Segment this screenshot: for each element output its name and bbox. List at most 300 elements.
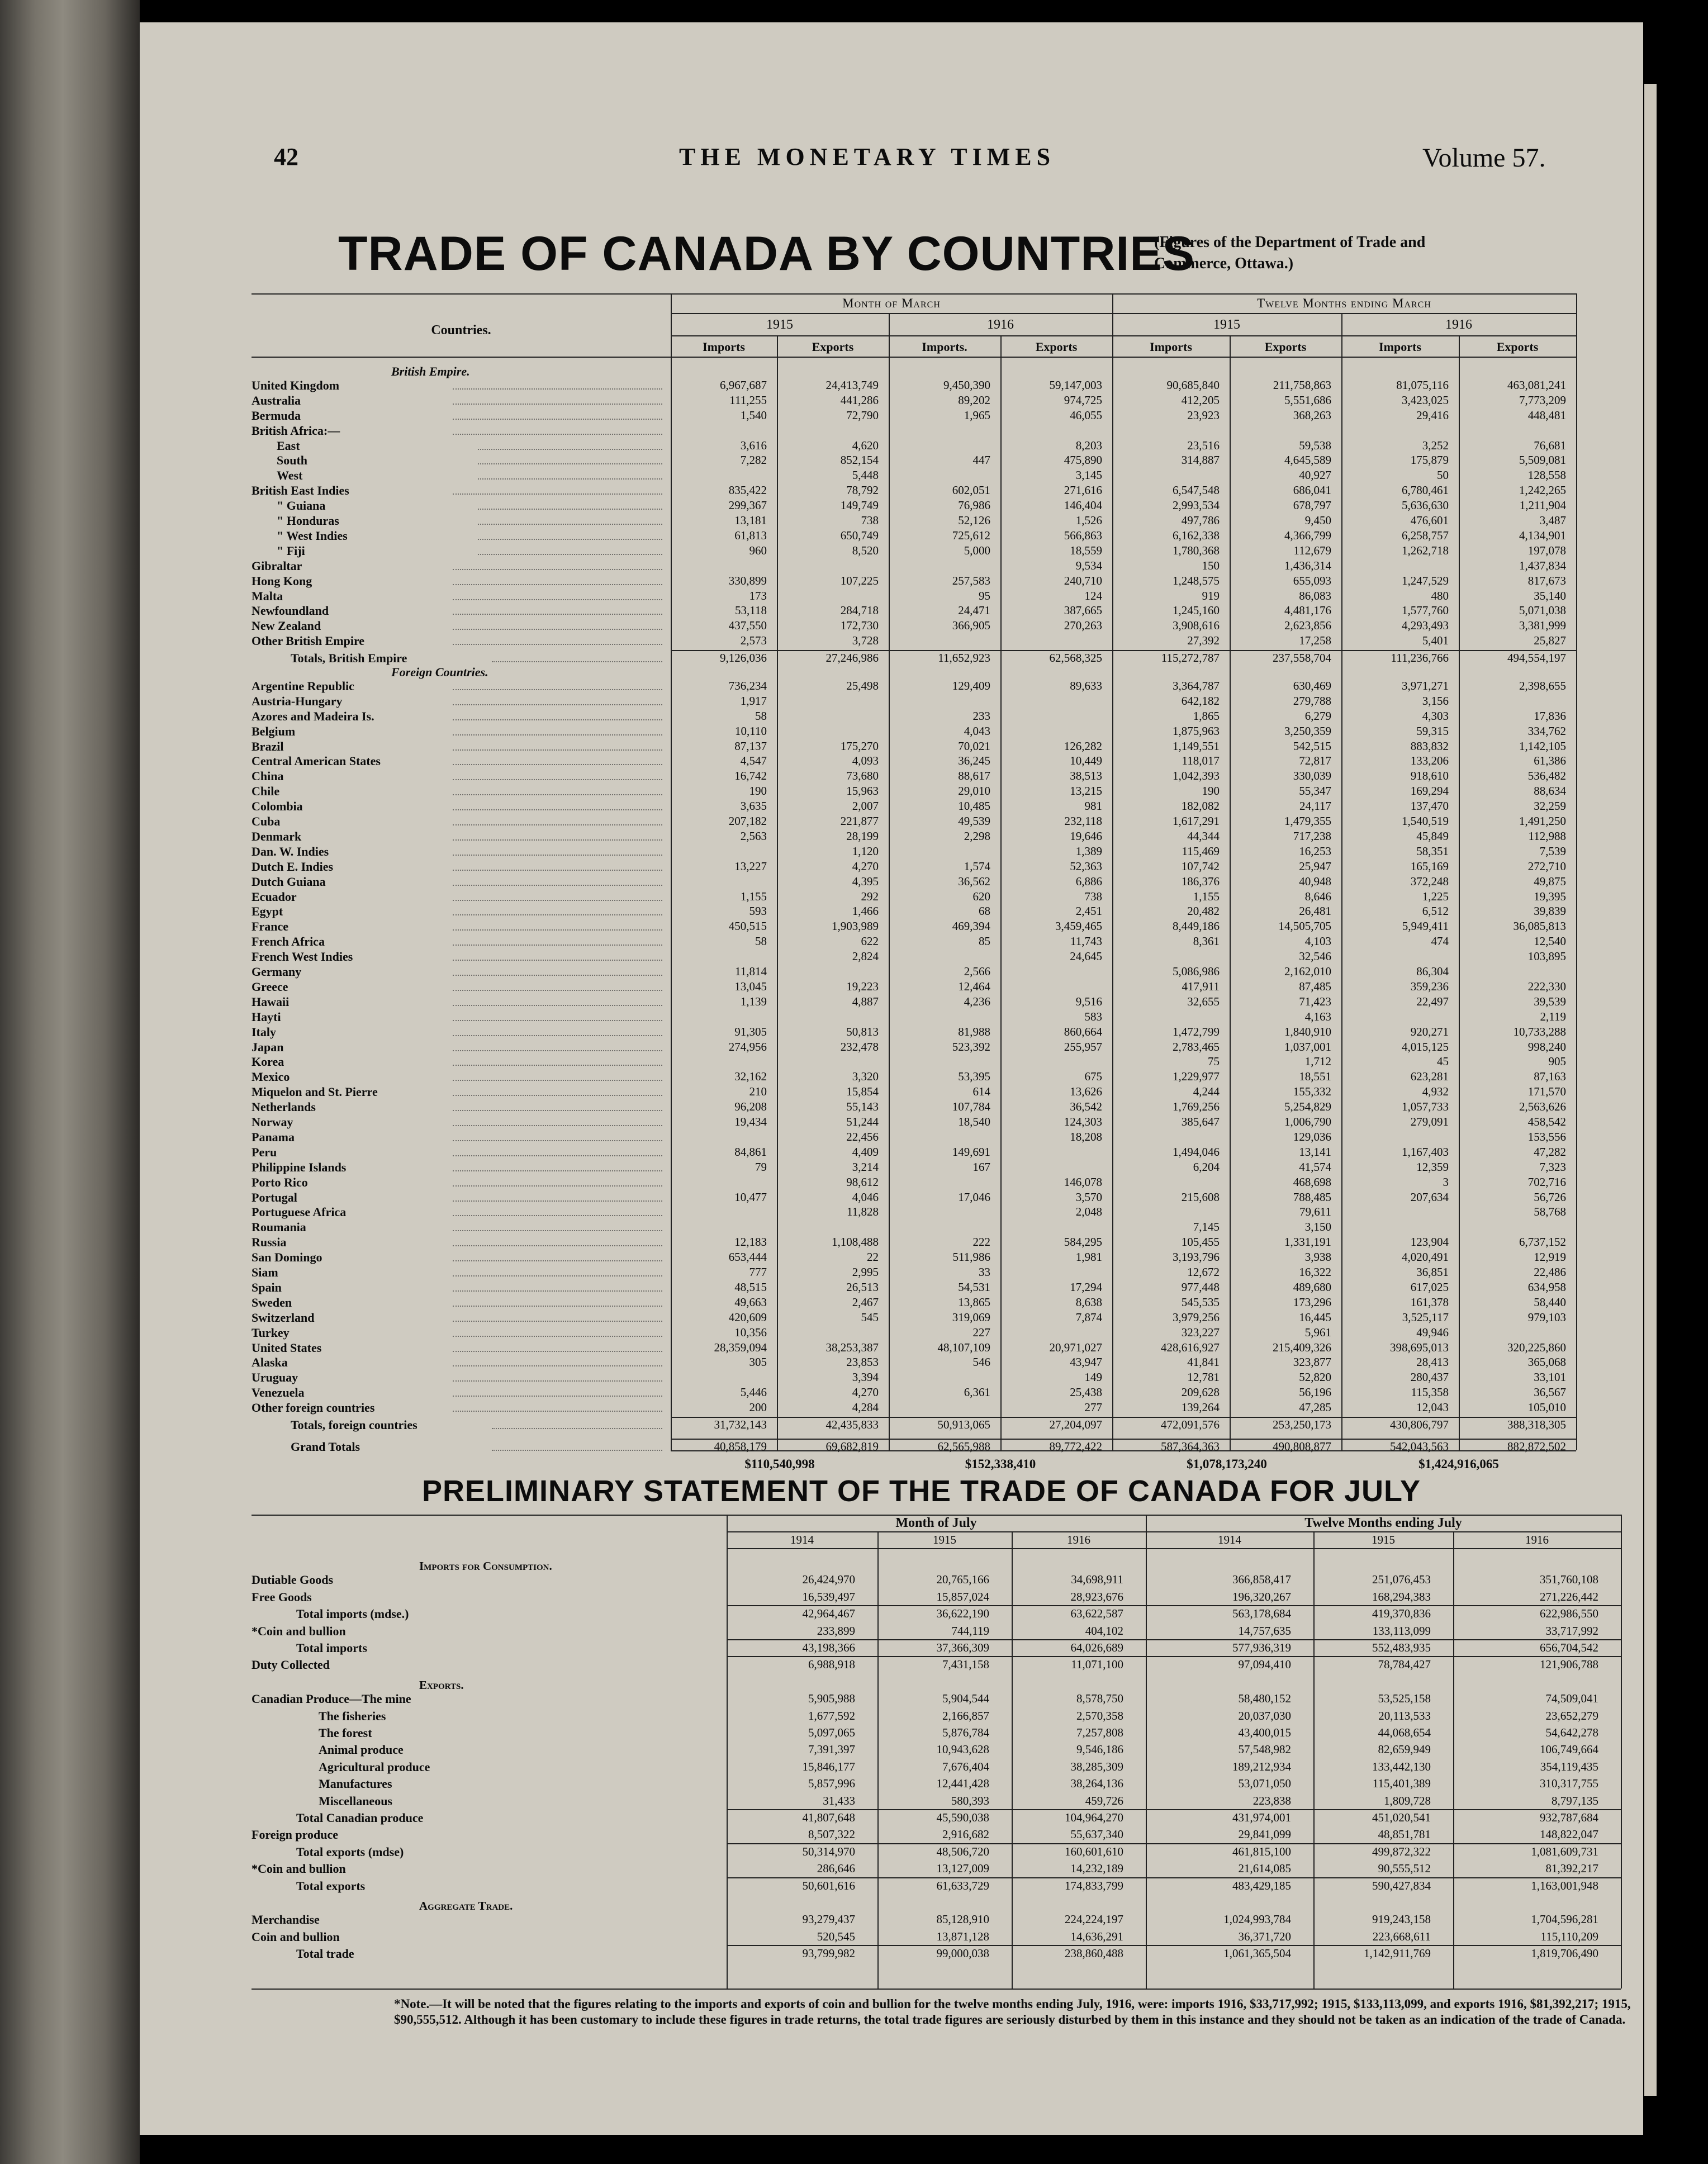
table2-total-rule xyxy=(727,1877,1621,1878)
table1-cell: 420,609 xyxy=(728,1310,767,1324)
table1-cell: 50,913,065 xyxy=(937,1418,990,1431)
table1-cell: 4,046 xyxy=(852,1190,879,1204)
table1-cell: 334,762 xyxy=(1527,724,1566,738)
table1-cell: 149,691 xyxy=(952,1145,990,1159)
table2-cell: 310,317,755 xyxy=(1540,1777,1598,1791)
table1-cell: 1,155 xyxy=(740,889,767,903)
table1-cell: 272,710 xyxy=(1527,859,1566,873)
table1-cell: 240,710 xyxy=(1064,573,1102,587)
table2-cell: 224,224,197 xyxy=(1065,1913,1123,1926)
table1-cell: 55,143 xyxy=(846,1100,879,1114)
table2-section-heading: Aggregate Trade. xyxy=(419,1899,513,1913)
table1-cell: 22,456 xyxy=(846,1130,879,1143)
table1-cell: 61,386 xyxy=(1534,754,1566,768)
table2-row-label: Total Canadian produce xyxy=(296,1811,424,1825)
table1-cell: 4,409 xyxy=(852,1145,879,1159)
table1-cell: 7,145 xyxy=(1193,1220,1220,1234)
table1-cell: 19,223 xyxy=(846,979,879,993)
table1-cell: 448,481 xyxy=(1527,408,1566,422)
table1-cell: 50 xyxy=(1437,468,1449,482)
table2-cell: 577,936,319 xyxy=(1232,1641,1291,1654)
table1-cell: 3,381,999 xyxy=(1519,619,1566,633)
table1-cell: 4,270 xyxy=(852,859,879,873)
table2-cell: 33,717,992 xyxy=(1545,1624,1598,1638)
table2-cell: 5,857,996 xyxy=(808,1777,855,1791)
table1-cell: 62,565,988 xyxy=(937,1439,990,1453)
table2-cell: 251,076,453 xyxy=(1372,1573,1431,1587)
table1-cell: 257,583 xyxy=(952,573,990,587)
leader-dots xyxy=(453,493,662,495)
table1-cell: 960 xyxy=(749,543,767,557)
leader-dots xyxy=(453,1321,662,1322)
table1-cell: 1,540,519 xyxy=(1402,814,1449,828)
leader-dots xyxy=(478,524,662,525)
table1-cell: 81,988 xyxy=(958,1024,990,1038)
table1-cell: 90,685,840 xyxy=(1166,378,1220,392)
table1-cell: 43,947 xyxy=(1070,1355,1102,1369)
table1-cell: 149 xyxy=(1084,1370,1102,1384)
table1-cell: 153,556 xyxy=(1527,1130,1566,1143)
table2-cell: 1,819,706,490 xyxy=(1531,1947,1598,1961)
table2-cell: 354,119,435 xyxy=(1540,1759,1598,1773)
table1-cell: 56,196 xyxy=(1299,1385,1331,1399)
table2-cell: 1,704,596,281 xyxy=(1531,1913,1598,1926)
table1-cell: 642,182 xyxy=(1181,694,1220,708)
table2-cell: 563,178,684 xyxy=(1232,1607,1291,1621)
table2-cell: 2,570,358 xyxy=(1076,1709,1123,1722)
table1-cell: 593 xyxy=(749,904,767,918)
table1-row-label: Greece xyxy=(252,979,288,994)
leader-dots xyxy=(453,1140,662,1141)
table1-cell: 3,908,616 xyxy=(1173,619,1220,633)
table1-cell: 441,286 xyxy=(840,393,879,407)
table2-cell: 404,102 xyxy=(1085,1624,1123,1638)
table1-row-label: New Zealand xyxy=(252,619,321,633)
table1-cell: 207,634 xyxy=(1410,1190,1449,1204)
table1-row-label: Malta xyxy=(252,589,283,603)
table1-cell: 542,043,563 xyxy=(1390,1439,1449,1453)
table1-cell: 49,663 xyxy=(734,1295,767,1309)
table1-cell: 6,204 xyxy=(1193,1160,1220,1174)
table1-cell: 58 xyxy=(755,709,767,723)
table1-cell: 232,118 xyxy=(1064,814,1102,828)
table1-cell: 27,392 xyxy=(1187,634,1220,648)
table1-row-label: China xyxy=(252,769,284,784)
table1-cell: 91,305 xyxy=(734,1024,767,1038)
table2-cell: 10,943,628 xyxy=(936,1743,989,1757)
table1-cell: 58 xyxy=(755,934,767,948)
table1-cell: 88,617 xyxy=(958,769,990,783)
table1-cell: 133,206 xyxy=(1410,754,1449,768)
table1-cell: 6,886 xyxy=(1075,874,1102,888)
table1-cell: 45,849 xyxy=(1416,829,1449,843)
table1-section-heading: Foreign Countries. xyxy=(391,665,488,679)
table1-cell: 11,828 xyxy=(847,1205,879,1219)
table2-cell: 50,314,970 xyxy=(802,1844,855,1858)
table1-cell: 1,211,904 xyxy=(1519,499,1566,512)
table1-cell: 1,526 xyxy=(1075,514,1102,527)
table2-cell: 8,797,135 xyxy=(1552,1793,1598,1807)
table1-cell: 2,783,465 xyxy=(1173,1040,1220,1053)
table1-cell: 5,551,686 xyxy=(1284,393,1331,407)
table1-cell: 1,248,575 xyxy=(1173,573,1220,587)
table2-row-label: Free Goods xyxy=(252,1589,312,1604)
table1-cell: 4,932 xyxy=(1422,1085,1449,1099)
table1-cell: 44,344 xyxy=(1187,829,1220,843)
table1-cell: 9,126,036 xyxy=(720,651,767,665)
table1-cell: 20,971,027 xyxy=(1049,1340,1102,1354)
leader-dots xyxy=(453,855,662,856)
table1-cell: 4,270 xyxy=(852,1385,879,1399)
table1-cell: 7,539 xyxy=(1539,844,1566,858)
table1-cell: 7,323 xyxy=(1539,1160,1566,1174)
table1-cell: 222 xyxy=(972,1235,990,1249)
table2-total-rule xyxy=(727,1843,1621,1844)
leader-dots xyxy=(453,1020,662,1021)
table1-cell: 4,395 xyxy=(852,874,879,888)
table1-cell: 3,145 xyxy=(1075,468,1102,482)
table1-row-label: Other foreign countries xyxy=(252,1401,375,1415)
table1-cell: 11,743 xyxy=(1070,934,1102,948)
table2-cell: 8,578,750 xyxy=(1076,1692,1123,1706)
table2-row-label: Animal produce xyxy=(319,1743,404,1757)
table1-cell: 2,566 xyxy=(964,965,990,978)
table1-cell: 1,903,989 xyxy=(832,919,879,933)
table2-row-label: Duty Collected xyxy=(252,1658,330,1672)
table1-cell: 469,394 xyxy=(952,919,990,933)
table2-cell: 1,081,609,731 xyxy=(1531,1844,1598,1858)
table2-cell: 744,119 xyxy=(951,1624,989,1638)
table1-cell: 1,540 xyxy=(740,408,767,422)
table1-row-label: Switzerland xyxy=(252,1310,315,1325)
table1-cell: 3,214 xyxy=(852,1160,879,1174)
leader-dots xyxy=(453,1306,662,1307)
leader-dots xyxy=(453,1336,662,1337)
table2-row-label: Coin and bullion xyxy=(252,1929,340,1944)
table2-cell: 14,232,189 xyxy=(1070,1862,1123,1876)
table1-cell: 155,332 xyxy=(1293,1085,1331,1099)
table2-cell: 42,964,467 xyxy=(802,1607,855,1621)
table2-group-label: Twelve Months ending July xyxy=(1304,1516,1462,1530)
table1-cell: 1,245,160 xyxy=(1173,604,1220,618)
table1-cell: 22,486 xyxy=(1534,1265,1566,1279)
magazine-page xyxy=(140,22,1643,2135)
table1-cell: 68 xyxy=(979,904,990,918)
volume-label: Volume 57. xyxy=(1422,143,1546,173)
leader-dots xyxy=(453,1170,662,1171)
table1-cell: 1,037,001 xyxy=(1284,1040,1331,1053)
table1-cell: 725,612 xyxy=(952,528,990,542)
table1-cell: 18,551 xyxy=(1299,1070,1331,1084)
table1-cell: 981 xyxy=(1084,799,1102,813)
table1-cell: 16,322 xyxy=(1299,1265,1331,1279)
table1-cell: 10,449 xyxy=(1070,754,1102,768)
table1-row-label: Porto Rico xyxy=(252,1175,308,1189)
table1-cell: 39,839 xyxy=(1534,904,1566,918)
table1-cell: 36,085,813 xyxy=(1513,919,1566,933)
table2-group-label: Month of July xyxy=(895,1516,977,1530)
table1-cell: 48,107,109 xyxy=(937,1340,990,1354)
table1-row-label: Hong Kong xyxy=(252,573,312,588)
table1-cell: 1,491,250 xyxy=(1519,814,1566,828)
table1-cell: 20,482 xyxy=(1187,904,1220,918)
table1-cell: 458,542 xyxy=(1527,1115,1566,1128)
table1-cell: 417,911 xyxy=(1182,979,1220,993)
table1-cell: 12,043 xyxy=(1416,1401,1449,1415)
table1-row-label: Sweden xyxy=(252,1295,292,1309)
table1-row-label: French Africa xyxy=(252,934,325,949)
table1-cell: 3,938 xyxy=(1304,1250,1331,1264)
leader-dots xyxy=(492,661,662,662)
table1-cell: 4,134,901 xyxy=(1519,528,1566,542)
table2-total-rule xyxy=(727,1809,1621,1810)
table1-cell: 19,646 xyxy=(1070,829,1102,843)
table1-cell: 49,875 xyxy=(1534,874,1566,888)
table2-cell: 115,401,389 xyxy=(1372,1777,1431,1791)
table2-cell: 16,539,497 xyxy=(802,1589,855,1603)
table2-cell: 2,166,857 xyxy=(942,1709,989,1722)
table1-cell: 274,956 xyxy=(728,1040,767,1053)
table1-cell: 1,155 xyxy=(1193,889,1220,903)
table1-row-label: Alaska xyxy=(252,1355,288,1370)
table1-cell: 584,295 xyxy=(1064,1235,1102,1249)
table1-cell: 6,737,152 xyxy=(1519,1235,1566,1249)
table1-cell: 1,494,046 xyxy=(1173,1145,1220,1159)
leader-dots xyxy=(453,1290,662,1292)
table1-cell: 3,971,271 xyxy=(1402,678,1449,692)
grand-combined-total: $1,078,173,240 xyxy=(1187,1457,1267,1471)
table1-cell: 3,487 xyxy=(1539,514,1566,527)
leader-dots xyxy=(453,929,662,931)
table1-cell: 919 xyxy=(1202,589,1220,602)
table1-cell: 124 xyxy=(1084,589,1102,602)
table1-cell: 1,242,265 xyxy=(1519,483,1566,497)
table2-cell: 64,026,689 xyxy=(1070,1641,1123,1654)
table2-cell: 580,393 xyxy=(951,1793,989,1807)
table2-total-rule xyxy=(727,1656,1621,1657)
table1-cell: 105,010 xyxy=(1527,1401,1566,1415)
table1-cell: 41,841 xyxy=(1187,1355,1220,1369)
table1-cell: 59,147,003 xyxy=(1049,378,1102,392)
table1-cell: 974,725 xyxy=(1064,393,1102,407)
table2-cell: 13,127,009 xyxy=(936,1862,989,1876)
trade-by-countries-title: TRADE OF CANADA BY COUNTRIES xyxy=(338,227,1195,281)
table1-cell: 69,682,819 xyxy=(825,1439,879,1453)
table1-cell: 12,183 xyxy=(734,1235,767,1249)
table1-cell: 4,293,493 xyxy=(1402,619,1449,633)
table1-row-label: United Kingdom xyxy=(252,378,340,392)
table2-cell: 93,279,437 xyxy=(802,1913,855,1926)
leader-dots xyxy=(453,569,662,570)
table2-cell: 54,642,278 xyxy=(1545,1726,1598,1739)
leader-dots xyxy=(453,960,662,961)
table2-cell: 590,427,834 xyxy=(1372,1878,1431,1892)
table1-cell: 89,202 xyxy=(958,393,990,407)
table2-cell: 121,906,788 xyxy=(1540,1658,1598,1672)
table1-cell: 450,515 xyxy=(728,919,767,933)
table1-cell: 215,409,326 xyxy=(1273,1340,1331,1354)
table1-cell: 583 xyxy=(1084,1009,1102,1023)
table1-cell: 52,820 xyxy=(1299,1370,1331,1384)
leader-dots xyxy=(453,764,662,765)
table2-row-label: Agricultural produce xyxy=(319,1759,430,1774)
table1-cell: 38,513 xyxy=(1070,769,1102,783)
table1-cell: 323,227 xyxy=(1181,1325,1220,1339)
table2-cell: 5,097,065 xyxy=(808,1726,855,1739)
table1-cell: 1,965 xyxy=(964,408,990,422)
table1-cell: 480 xyxy=(1431,589,1449,602)
table1-cell: 2,119 xyxy=(1540,1009,1566,1023)
table1-cell: 17,294 xyxy=(1070,1280,1102,1294)
table1-cell: 279,091 xyxy=(1410,1115,1449,1128)
table2-cell: 1,677,592 xyxy=(808,1709,855,1722)
table2-cell: 29,841,099 xyxy=(1238,1828,1291,1842)
table1-cell: 13,141 xyxy=(1299,1145,1331,1159)
table1-cell: 182,082 xyxy=(1181,799,1220,813)
leader-dots xyxy=(453,599,662,600)
leader-dots xyxy=(453,1275,662,1276)
table1-cell: 46,055 xyxy=(1070,408,1102,422)
table1-cell: 36,567 xyxy=(1534,1385,1566,1399)
table1-cell: 8,646 xyxy=(1304,889,1331,903)
table1-cell: 41,574 xyxy=(1299,1160,1331,1174)
table1-cell: 11,814 xyxy=(735,965,767,978)
table1-cell: 365,068 xyxy=(1527,1355,1566,1369)
table1-cell: 87,163 xyxy=(1534,1070,1566,1084)
table1-cell: 169,294 xyxy=(1410,784,1449,798)
table1-cell: 650,749 xyxy=(840,528,879,542)
table2-cell: 44,068,654 xyxy=(1378,1726,1431,1739)
table1-row-label: United States xyxy=(252,1340,322,1355)
table2-cell: 7,676,404 xyxy=(942,1759,989,1773)
table1-row-label: Portuguese Africa xyxy=(252,1205,347,1219)
table1-cell: 2,162,010 xyxy=(1284,965,1331,978)
table1-cell: 18,208 xyxy=(1070,1130,1102,1143)
table1-cell: 3,423,025 xyxy=(1402,393,1449,407)
table1-cell: 5,254,829 xyxy=(1284,1100,1331,1114)
table1-year-label: 1916 xyxy=(1445,317,1472,332)
table1-bottom-rule xyxy=(671,1450,1576,1451)
leader-dots xyxy=(453,1125,662,1126)
table2-cell: 38,285,309 xyxy=(1070,1759,1123,1773)
table1-cell: 112,679 xyxy=(1293,543,1331,557)
grand-combined-total: $152,338,410 xyxy=(965,1457,1036,1471)
table1-cell: 62,568,325 xyxy=(1049,651,1102,665)
table1-cell: 227 xyxy=(972,1325,990,1339)
leader-dots xyxy=(453,614,662,615)
table1-cell: 1,466 xyxy=(852,904,879,918)
table1-row-label: Russia xyxy=(252,1235,287,1250)
table1-cell: 1,917 xyxy=(740,694,767,708)
table2-cell: 366,858,417 xyxy=(1232,1573,1291,1587)
table1-row-label: Chile xyxy=(252,784,280,799)
table1-cell: 4,303 xyxy=(1422,709,1449,723)
table1-group-label: Month of March xyxy=(842,296,941,310)
table1-cell: 3,193,796 xyxy=(1173,1250,1220,1264)
table1-column-label: Exports xyxy=(1496,340,1539,354)
table2-cell: 8,507,322 xyxy=(808,1828,855,1842)
table1-cell: 111,236,766 xyxy=(1391,651,1449,665)
table1-cell: 475,890 xyxy=(1064,453,1102,467)
leader-dots xyxy=(453,1155,662,1156)
table1-cell: 368,263 xyxy=(1293,408,1331,422)
table1-cell: 686,041 xyxy=(1293,483,1331,497)
table1-cell: 277 xyxy=(1084,1401,1102,1415)
table1-cell: 738 xyxy=(861,514,879,527)
table1-cell: 2,623,856 xyxy=(1284,619,1331,633)
leader-dots xyxy=(453,914,662,915)
table1-cell: 788,485 xyxy=(1293,1190,1331,1204)
table1-cell: 2,048 xyxy=(1075,1205,1102,1219)
table1-cell: 412,205 xyxy=(1181,393,1220,407)
leader-dots xyxy=(453,945,662,946)
table1-cell: 59,538 xyxy=(1299,438,1331,452)
table1-cell: 54,531 xyxy=(958,1280,990,1294)
table1-cell: 111,255 xyxy=(729,393,767,407)
table1-cell: 463,081,241 xyxy=(1507,378,1566,392)
table1-cell: 55,347 xyxy=(1299,784,1331,798)
table1-cell: 107,784 xyxy=(952,1100,990,1114)
table1-row-label: Australia xyxy=(252,393,301,407)
table1-cell: 918,610 xyxy=(1410,769,1449,783)
table2-total-rule xyxy=(727,1639,1621,1640)
table1-row-label: Italy xyxy=(252,1024,276,1039)
table1-row-label: Hayti xyxy=(252,1009,281,1024)
table1-year-label: 1915 xyxy=(766,317,793,332)
leader-dots xyxy=(478,463,662,464)
table1-cell: 36,851 xyxy=(1416,1265,1449,1279)
table1-cell: 47,282 xyxy=(1534,1145,1566,1159)
table1-cell: 19,434 xyxy=(734,1115,767,1128)
table1-cell: 40,948 xyxy=(1299,874,1331,888)
table2-cell: 7,257,808 xyxy=(1076,1726,1123,1739)
table1-year-rule xyxy=(671,335,1576,336)
table1-row-label: Other British Empire xyxy=(252,634,365,648)
table2-cell: 223,838 xyxy=(1252,1793,1291,1807)
table1-cell: 50,813 xyxy=(846,1024,879,1038)
table1-cell: 47,285 xyxy=(1299,1401,1331,1415)
table2-cell: 99,000,038 xyxy=(936,1947,989,1961)
table1-cell: 3,728 xyxy=(852,634,879,648)
leader-dots xyxy=(453,388,662,390)
table1-row-label: Korea xyxy=(252,1055,284,1069)
table2-cell: 483,429,185 xyxy=(1232,1878,1291,1892)
table1-cell: 211,758,863 xyxy=(1273,378,1331,392)
table1-cell: 428,616,927 xyxy=(1161,1340,1220,1354)
table2-cell: 53,525,158 xyxy=(1378,1692,1431,1706)
table2-cell: 45,590,038 xyxy=(936,1811,989,1824)
table1-cell: 59,315 xyxy=(1416,724,1449,738)
table1-cell: 5,636,630 xyxy=(1402,499,1449,512)
table1-cell: 16,742 xyxy=(734,769,767,783)
table1-cell: 4,366,799 xyxy=(1284,528,1331,542)
table2-row-label: Merchandise xyxy=(252,1913,320,1927)
table1-row-label: Hawaii xyxy=(252,994,290,1009)
table2-cell: 7,431,158 xyxy=(942,1658,989,1672)
table2-column-rule xyxy=(1621,1515,1622,1989)
table1-row-label: Azores and Madeira Is. xyxy=(252,709,374,723)
table1-cell: 39,539 xyxy=(1534,994,1566,1008)
table1-cell: 474 xyxy=(1431,934,1449,948)
table1-row-label: Netherlands xyxy=(252,1100,316,1114)
table2-row-label: Miscellaneous xyxy=(319,1793,392,1808)
table1-cell: 1,769,256 xyxy=(1173,1100,1220,1114)
table2-row-label: *Coin and bullion xyxy=(252,1862,346,1876)
leader-dots xyxy=(453,1411,662,1412)
table1-cell: 388,318,305 xyxy=(1507,1418,1566,1431)
table1-cell: 998,240 xyxy=(1527,1040,1566,1053)
table1-cell: 7,874 xyxy=(1075,1310,1102,1324)
